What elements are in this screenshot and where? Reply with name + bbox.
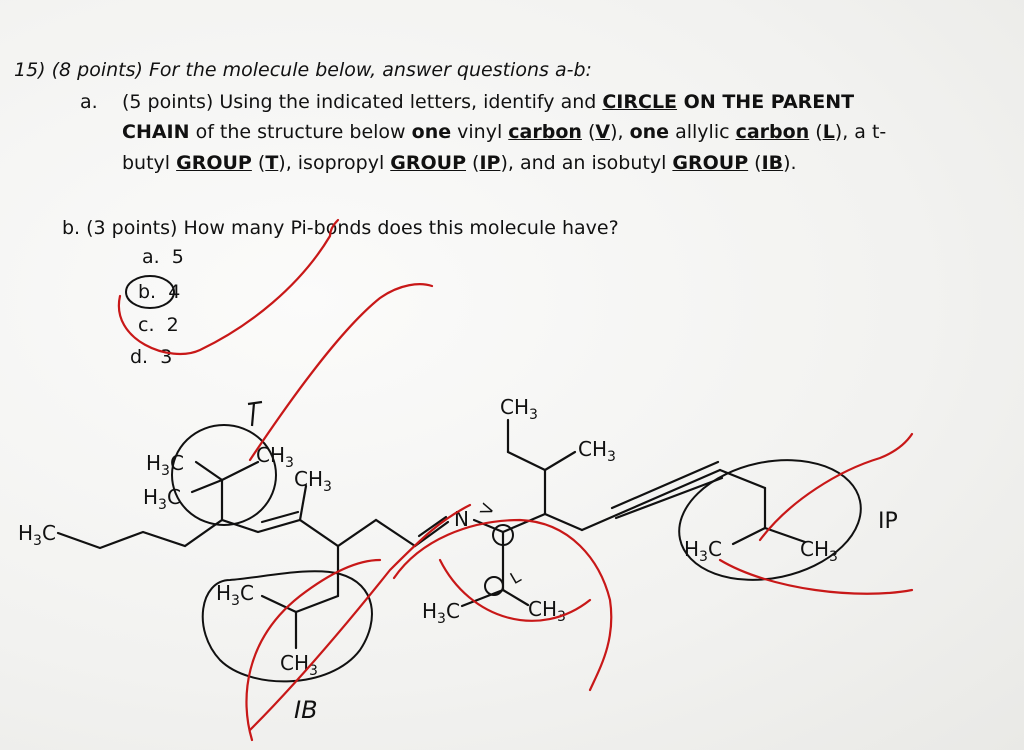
question-header: 15) (8 points) For the molecule below, answer questions a-b: bbox=[14, 59, 592, 81]
label-ch3-tbu-a: $CH_3$ bbox=[256, 443, 294, 471]
group-word-3: GROUP bbox=[672, 152, 749, 174]
l-close: ), a t- bbox=[834, 121, 887, 143]
handwritten-ip: IP bbox=[878, 509, 898, 534]
choice-letter: d. bbox=[130, 346, 149, 368]
tbutyl-up bbox=[196, 462, 222, 480]
on-the-parent-text: ON THE PARENT bbox=[677, 91, 855, 113]
one-word-1: one bbox=[411, 121, 452, 143]
red-grading-marks bbox=[119, 220, 912, 740]
chain-word: CHAIN bbox=[122, 121, 190, 143]
choice-letter: a. bbox=[142, 246, 160, 268]
choice-value: 2 bbox=[166, 314, 179, 336]
ch3-top-branch-1 bbox=[508, 452, 545, 470]
label-nitrogen: N bbox=[454, 507, 469, 531]
part-a-label: a. bbox=[80, 91, 98, 113]
vinyl-text: vinyl bbox=[451, 121, 509, 143]
label-h3c-tbu-top: $H_3C$ bbox=[146, 451, 184, 479]
ip-letter: IP bbox=[479, 152, 501, 174]
carbon-word-1: carbon bbox=[508, 121, 582, 143]
ib-close: ). bbox=[783, 152, 797, 174]
group-word-2: GROUP bbox=[390, 152, 467, 174]
circle-word: CIRCLE bbox=[602, 91, 678, 113]
choice-value: 5 bbox=[171, 246, 184, 268]
ch3-right-top-bond bbox=[545, 452, 575, 470]
l-letter: L bbox=[822, 121, 835, 143]
allylic-text: allylic bbox=[669, 121, 736, 143]
t-open: ( bbox=[251, 152, 266, 174]
isopropyl-right bbox=[765, 528, 805, 542]
handwritten-t bbox=[248, 402, 262, 426]
line2-mid-text: of the structure below bbox=[189, 121, 412, 143]
circle-allylic-carbon bbox=[485, 577, 503, 595]
choice-letter: b. bbox=[138, 281, 157, 303]
label-ch3-tbu-b: $CH_3$ bbox=[294, 467, 332, 495]
bottom-left bbox=[462, 590, 503, 606]
label-h3c-tbu-mid: $H_3C$ bbox=[143, 485, 181, 513]
handwritten-v: V bbox=[476, 501, 499, 518]
ib-open: ( bbox=[748, 152, 762, 174]
t-letter: T bbox=[265, 152, 279, 174]
ib-letter: IB bbox=[761, 152, 784, 174]
handwritten-l: L bbox=[506, 567, 524, 588]
circle-tbutyl bbox=[172, 425, 276, 525]
tbutyl-left bbox=[192, 480, 222, 492]
handwritten-ib: IB bbox=[294, 696, 318, 724]
label-ch3-right-top: $CH_3$ bbox=[578, 437, 616, 465]
group-word-1: GROUP bbox=[176, 152, 252, 174]
ip-close: ), and an isobutyl bbox=[500, 152, 673, 174]
label-h3c-ib: $H_3C$ bbox=[216, 581, 254, 609]
v-open: ( bbox=[581, 121, 596, 143]
double-bond-inner bbox=[262, 512, 298, 522]
bottom-right bbox=[503, 590, 528, 605]
v-letter: V bbox=[595, 121, 611, 143]
choice-letter: c. bbox=[138, 314, 155, 336]
choice-value: 3 bbox=[160, 346, 173, 368]
red-check-choices bbox=[119, 220, 338, 354]
isopropyl-left bbox=[733, 528, 765, 544]
part-a-intro: (5 points) Using the indicated letters, identify and bbox=[122, 91, 603, 113]
red-slash-tbutyl bbox=[250, 284, 432, 460]
circle-choice-b bbox=[126, 276, 174, 308]
choice-value: 4 bbox=[168, 281, 181, 303]
handwritten-black bbox=[126, 276, 898, 724]
isobutyl-mid bbox=[296, 596, 338, 612]
part-b-question: b. (3 points) How many Pi-bonds does this molecule have? bbox=[62, 217, 619, 239]
one-word-2: one bbox=[629, 121, 670, 143]
circle-isopropyl bbox=[668, 444, 872, 596]
l-open: ( bbox=[809, 121, 823, 143]
label-h3c-left: $H_3C$ bbox=[18, 521, 56, 549]
label-h3c-bottom: $H_3C$ bbox=[422, 599, 460, 627]
ip-open: ( bbox=[466, 152, 480, 174]
label-ch3-ib: $CH_3$ bbox=[280, 651, 318, 679]
label-ch3-ip: $CH_3$ bbox=[800, 537, 838, 565]
triple-1 bbox=[582, 470, 720, 530]
tbutyl-right bbox=[222, 462, 258, 480]
t-close: ), isopropyl bbox=[278, 152, 391, 174]
label-ch3-bottom: $CH_3$ bbox=[528, 597, 566, 625]
right-chain-2 bbox=[545, 514, 582, 530]
alkene-methyl bbox=[300, 486, 306, 520]
carbon-word-2: carbon bbox=[735, 121, 810, 143]
v-close: ), bbox=[610, 121, 630, 143]
label-ch3-top: $CH_3$ bbox=[500, 395, 538, 423]
butyl-text: butyl bbox=[122, 152, 177, 174]
label-h3c-ip: $H_3C$ bbox=[684, 537, 722, 565]
